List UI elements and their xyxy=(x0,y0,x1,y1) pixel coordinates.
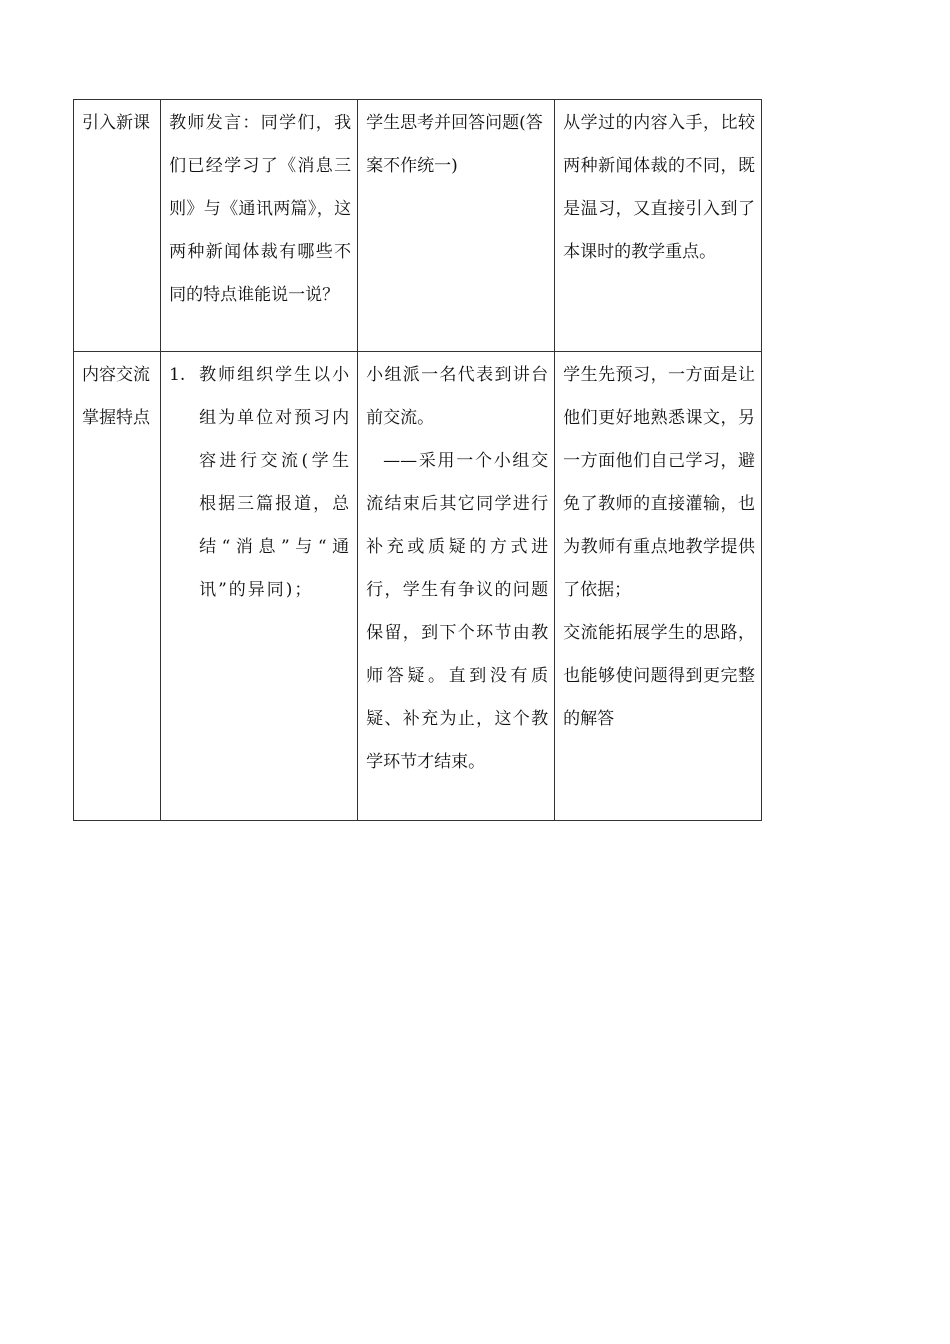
teacher-activity-text: 教师组织学生以小组为单位对预习内容进行交流(学生根据三篇报道，总结“消息”与“通讯”的异同)； xyxy=(199,365,352,600)
stage-cell xyxy=(74,352,161,821)
stage-cell xyxy=(74,100,161,352)
student-activity-text: 小组派一名代表到讲台前交流。 xyxy=(366,365,549,428)
numbered-item xyxy=(169,354,351,612)
stage-label: 引入新课 xyxy=(82,113,150,133)
student-activity-text: ——采用一个小组交流结束后其它同学进行补充或质疑的方式进行，学生有争议的问题保留，到下个环节由教师答疑。直到没有质疑、补充为止，这个教学环节才结束。 xyxy=(366,451,549,772)
student-activity-cell xyxy=(358,352,555,821)
teacher-activity-text: 教师发言：同学们，我们已经学习了《消息三则》与《通讯两篇》，这两种新闻体裁有哪些不同的特点谁能说一说？ xyxy=(169,113,352,305)
stage-label: 内容交流掌握特点 xyxy=(82,365,150,428)
design-intent-text: 学生先预习，一方面是让他们更好地熟悉课文，另一方面他们自己学习，避免了教师的直接灌输，也为教师有重点地教学提供了依据； xyxy=(563,365,755,600)
design-intent-text: 交流能拓展学生的思路，也能够使问题得到更完整的解答 xyxy=(563,623,755,729)
design-intent-cell xyxy=(555,100,762,352)
lesson-plan-table xyxy=(73,99,762,821)
student-activity-text: 学生思考并回答问题(答案不作统一) xyxy=(366,113,543,176)
teacher-activity-cell xyxy=(161,100,358,352)
design-intent-text: 从学过的内容入手，比较两种新闻体裁的不同，既是温习，又直接引入到了本课时的教学重点。 xyxy=(563,113,755,262)
student-activity-cell xyxy=(358,100,555,352)
table-row-exchange xyxy=(74,352,762,821)
design-intent-cell xyxy=(555,352,762,821)
table-row-intro xyxy=(74,100,762,352)
teacher-activity-cell xyxy=(161,352,358,821)
item-number: 1. xyxy=(169,365,186,385)
